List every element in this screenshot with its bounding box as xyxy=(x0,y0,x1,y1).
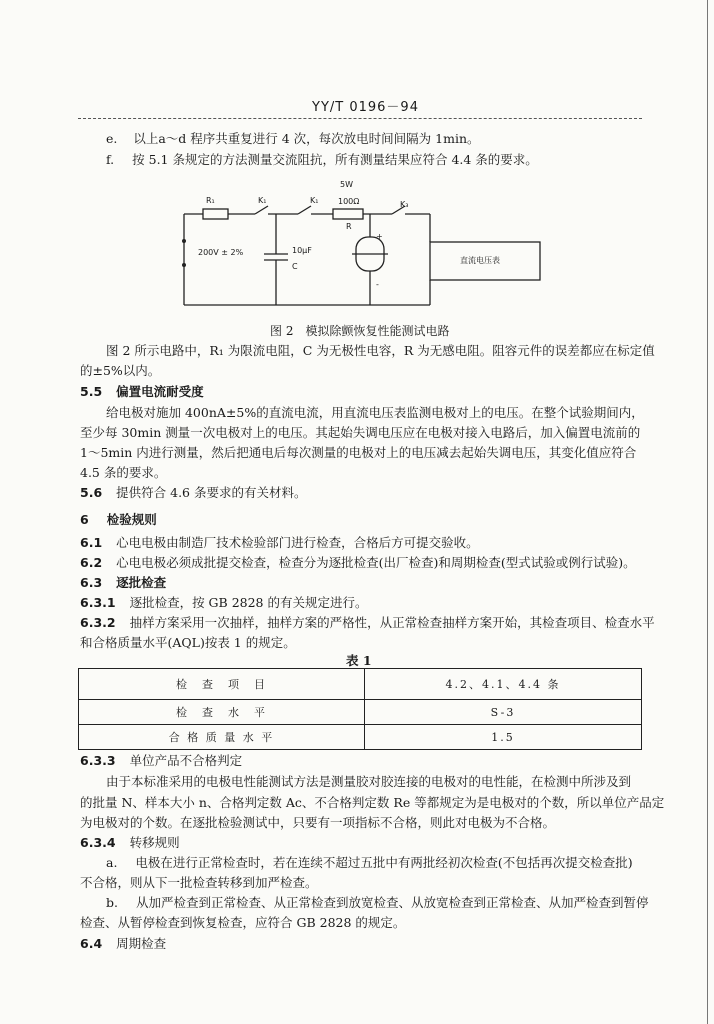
paragraph-line: 图 2 所示电路中，R₁ 为限流电阻，C 为无极性电容，R 为无感电阻。阻容元件的误差都应在标定值 xyxy=(106,343,655,358)
section-number: 6.2 xyxy=(80,555,103,570)
list-item-b xyxy=(106,893,648,911)
section-title: 偏置电流耐受度 xyxy=(116,384,204,399)
section-number: 6.4 xyxy=(80,936,103,951)
circuit-label-c: C xyxy=(292,262,298,271)
paragraph-line: 和合格质量水平(AQL)按表 1 的规定。 xyxy=(80,635,296,650)
list-letter: a. xyxy=(106,855,118,870)
table-cell: 4.2、4.1、4.4 条 xyxy=(365,669,642,700)
section-6 xyxy=(80,510,157,528)
section-text: 抽样方案采用一次抽样，抽样方案的严格性，从正常检查抽样方案开始，其检查项目、检查水平 xyxy=(129,615,655,630)
section-5-5 xyxy=(80,382,204,400)
paragraph-line: 的±5%以内。 xyxy=(80,363,161,378)
figure-caption: 图 2 模拟除颤恢复性能测试电路 xyxy=(270,324,450,338)
section-title: 转移规则 xyxy=(129,835,180,850)
circuit-label-res: 100Ω xyxy=(338,197,360,206)
section-number: 6.3.1 xyxy=(80,595,116,610)
section-text: 提供符合 4.6 条要求的有关材料。 xyxy=(116,485,307,500)
circuit-label-k2: K₁ xyxy=(310,196,319,205)
section-6-3-3 xyxy=(80,751,242,769)
list-text: 电极在进行正常检查时，若在连续不超过五批中有两批经初次检查(不包括再次提交检查批) xyxy=(135,855,633,870)
section-number: 6.1 xyxy=(80,535,103,550)
table-cell: 检 查 水 平 xyxy=(79,700,365,725)
section-number: 6.3 xyxy=(80,575,103,590)
paragraph-line: 由于本标准采用的电极电性能测试方法是测量胶对胶连接的电极对的电性能，在检测中所涉及到 xyxy=(106,774,632,789)
circuit-label-k1: K₁ xyxy=(258,196,267,205)
list-item-f xyxy=(106,150,538,168)
section-number: 6.3.3 xyxy=(80,753,116,768)
section-text: 心电电极由制造厂技术检验部门进行检查，合格后方可提交验收。 xyxy=(116,535,479,550)
section-number: 5.5 xyxy=(80,384,103,399)
list-item-a xyxy=(106,853,633,871)
section-title: 单位产品不合格判定 xyxy=(129,753,243,768)
list-text: 从加严检查到正常检查、从正常检查到放宽检查、从放宽检查到正常检查、从加严检查到暂停 xyxy=(135,895,649,910)
circuit-label-voltage: 200V ± 2% xyxy=(198,248,244,257)
circuit-label-cap: 10μF xyxy=(292,246,312,255)
page-edge xyxy=(707,0,714,1024)
table-cell: 1.5 xyxy=(365,725,642,750)
section-title: 周期检查 xyxy=(116,936,167,951)
table-cell: S-3 xyxy=(365,700,642,725)
section-6-1 xyxy=(80,533,479,551)
circuit-label-meter: 直流电压表 xyxy=(460,256,500,265)
section-number: 6.3.2 xyxy=(80,615,116,630)
section-6-3 xyxy=(80,573,166,591)
document-header: YY/T 0196－94 xyxy=(312,100,419,115)
section-number: 6.3.4 xyxy=(80,835,116,850)
paragraph-line: 4.5 条的要求。 xyxy=(80,465,167,480)
section-number: 6 xyxy=(80,512,89,527)
section-6-4 xyxy=(80,934,166,952)
paragraph-line: 为电极对的个数。在逐批检验测试中，只要有一项指标不合格，则此对电极为不合格。 xyxy=(80,815,556,830)
section-title: 逐批检查 xyxy=(116,575,167,590)
paragraph-line: 不合格，则从下一批检查转移到加严检查。 xyxy=(80,875,318,890)
section-5-6 xyxy=(80,483,306,501)
circuit-label-minus: - xyxy=(376,280,379,289)
list-letter: e. xyxy=(106,131,118,146)
section-title: 检验规则 xyxy=(106,512,157,527)
list-item-e xyxy=(106,129,480,147)
paragraph-line: 给电极对施加 400nA±5%的直流电流，用直流电压表监测电极对上的电压。在整个试验期间内， xyxy=(106,405,644,420)
circuit-label-power: 5W xyxy=(340,180,353,189)
paragraph-line: 至少每 30min 测量一次电极对上的电压。其起始失调电压应在电极对接入电路后，加入偏置电流前的 xyxy=(80,425,641,440)
table-title: 表 1 xyxy=(346,653,372,668)
section-text: 心电电极必须成批提交检查，检查分为逐批检查(出厂检查)和周期检查(型式试验或例行试验)。 xyxy=(116,555,636,570)
circuit-label-r: R xyxy=(346,222,352,231)
circuit-label-k3: K₃ xyxy=(400,200,409,209)
paragraph-line: 检查、从暂停检查到恢复检查，应符合 GB 2828 的规定。 xyxy=(80,915,406,930)
section-text: 逐批检查，按 GB 2828 的有关规定进行。 xyxy=(129,595,368,610)
section-6-3-1 xyxy=(80,593,367,611)
header-divider xyxy=(78,118,642,119)
table-cell: 合 格 质 量 水 平 xyxy=(79,725,365,750)
inspection-table xyxy=(78,668,642,750)
paragraph-line: 1～5min 内进行测量，然后把通电后每次测量的电极对上的电压减去起始失调电压，其变化值应符合 xyxy=(80,445,637,460)
table-row xyxy=(79,700,642,725)
list-text: 以上a～d 程序共重复进行 4 次，每次放电时间间隔为 1min。 xyxy=(133,131,480,146)
section-number: 5.6 xyxy=(80,485,103,500)
list-text: 按 5.1 条规定的方法测量交流阻抗，所有测量结果应符合 4.4 条的要求。 xyxy=(132,152,538,167)
section-6-2 xyxy=(80,553,636,571)
circuit-label-plus: + xyxy=(376,232,383,241)
list-letter: f. xyxy=(106,152,115,167)
table-row xyxy=(79,725,642,750)
circuit-label-r1: R₁ xyxy=(206,196,215,205)
section-6-3-2 xyxy=(80,613,655,631)
paragraph-line: 的批量 N、样本大小 n、合格判定数 Ac、不合格判定数 Re 等都规定为是电极对的个数，所以单位产品定 xyxy=(80,795,665,810)
table-cell: 检 查 项 目 xyxy=(79,669,365,700)
section-6-3-4 xyxy=(80,833,180,851)
list-letter: b. xyxy=(106,895,118,910)
table-row xyxy=(79,669,642,700)
